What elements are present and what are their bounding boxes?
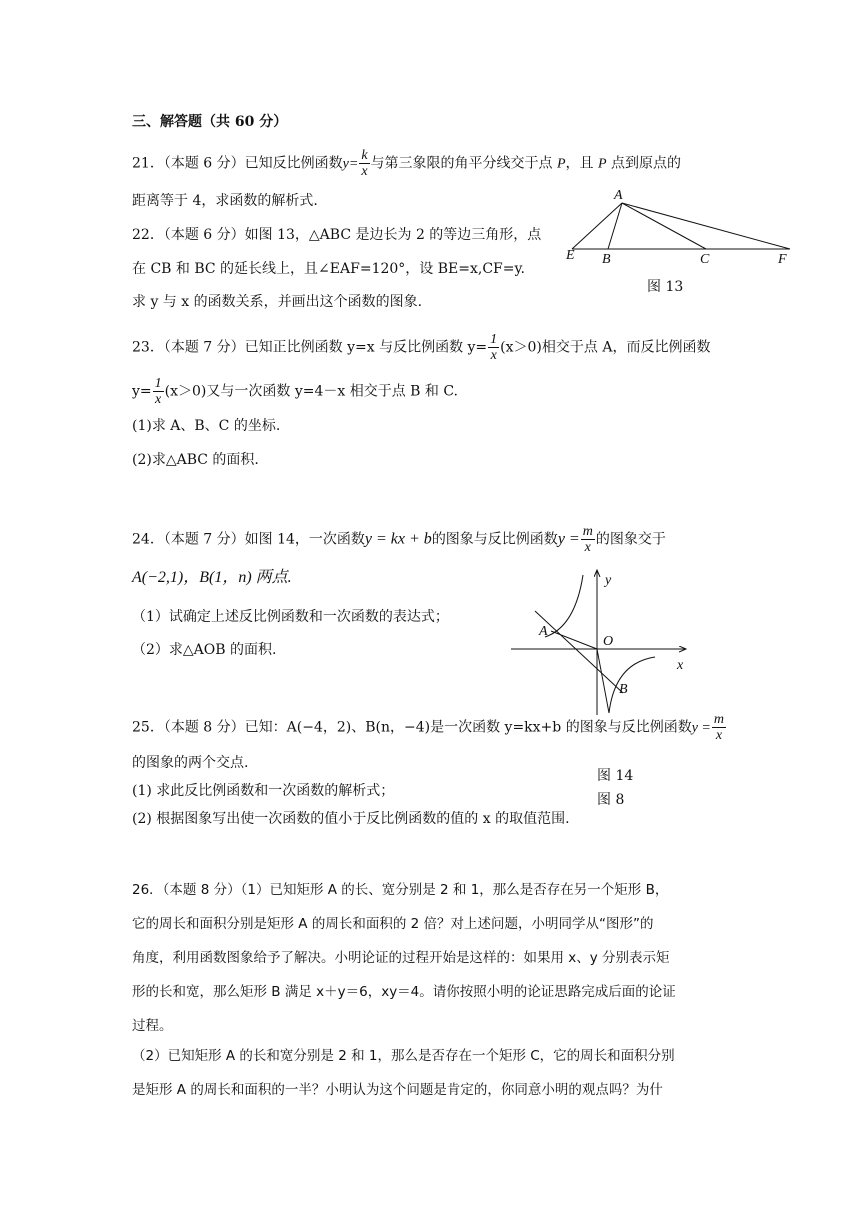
q21-text-b: 与第三象限的角平分线交于点 <box>370 155 553 172</box>
q24-fraction <box>581 524 595 555</box>
q25-line1 <box>132 712 727 743</box>
fig14-point-a: A <box>539 624 548 639</box>
q25-score: （本题 8 分） <box>163 719 245 736</box>
q24-frac-den: x <box>584 540 591 555</box>
q23-frac-num: 1 <box>490 332 498 347</box>
q25-eq: y = <box>691 720 711 736</box>
q25-frac-den: x <box>715 728 723 743</box>
q21-frac-den: x <box>361 164 368 179</box>
q23-number: 23． <box>132 339 164 356</box>
q23-score: （本题 7 分） <box>163 339 245 356</box>
q24-sub2: （2）求△AOB 的面积. <box>132 642 277 658</box>
q24-text-c: 的图象交于 <box>595 531 666 548</box>
fig14-x-label: x <box>677 658 684 673</box>
q23-text-b: (x＞0)相交于点 A，而反比例函数 <box>500 339 711 356</box>
q24-text-a: 如图 14，一次函数 <box>244 531 365 548</box>
q25-line2: 的图象的两个交点. <box>132 755 249 771</box>
q23-frac2-den: x <box>155 392 162 407</box>
q24-line1 <box>132 524 666 555</box>
fig14-point-b: B <box>619 682 628 697</box>
q23-sub1: (1)求 A、B、C 的坐标. <box>132 418 281 434</box>
fig14-label: 图 14 <box>597 768 634 784</box>
q22-text: 如图 13，△ABC 是边长为 2 的等边三角形，点 <box>244 227 542 243</box>
q21-number: 21． <box>132 155 164 172</box>
q24-score: （本题 7 分） <box>163 531 245 548</box>
q26-line6: （2）已知矩形 A 的长和宽分别是 2 和 1，那么是否存在一个矩形 C，它的周长和面积分别 <box>132 1048 675 1064</box>
fig14-origin-label: O <box>603 634 614 649</box>
q26-line2: 它的周长和面积分别是矩形 A 的周长和面积的 2 倍？对上述问题，小明同学从“图形”的 <box>132 916 654 932</box>
fig13-point-f: F <box>778 252 787 267</box>
fig14-y-label: y <box>605 573 612 588</box>
q23-text-a: 已知正比例函数 y=x 与反比例函数 y= <box>244 339 488 356</box>
q24-eq1: y = kx + b <box>364 530 432 548</box>
fig14-line-ob <box>597 649 609 713</box>
q22-number: 22． <box>132 227 164 243</box>
q21-frac-num: k <box>361 148 368 163</box>
q24-text-b: 的图象与反比例函数 <box>431 531 558 548</box>
q22-score: （本题 6 分） <box>163 227 245 243</box>
figure-13 <box>560 185 800 275</box>
fig14-hyperbola-upper <box>545 575 583 637</box>
fig13-point-b: B <box>602 252 611 267</box>
q23-frac-den: x <box>490 348 497 363</box>
q23-line2-a: y= <box>132 383 152 400</box>
section-title: 三、解答题（共 60 分） <box>132 114 288 130</box>
q25-frac-num: m <box>713 712 724 727</box>
q24-number: 24． <box>132 531 164 548</box>
q21-p1: P <box>556 156 566 172</box>
q21-line1 <box>132 148 681 179</box>
q21-p2: P <box>598 156 607 172</box>
q24-sub1: （1）试确定上述反比例函数和一次函数的表达式； <box>132 609 449 625</box>
q26-line5: 过程。 <box>132 1018 173 1034</box>
q22-line3: 求 y 与 x 的函数关系，并画出这个函数的图象. <box>132 294 423 310</box>
fig13-line-af <box>622 203 790 249</box>
q22-line1 <box>132 225 541 245</box>
fig13-point-e: E <box>566 248 575 263</box>
q24-line2: A(−2,1)，B(1，n) 两点. <box>132 569 292 586</box>
q26-line1: 26．（本题 8 分）（1）已知矩形 A 的长、宽分别是 2 和 1，那么是否存在另一个矩形 B， <box>132 882 669 898</box>
q21-line2: 距离等于 4，求函数的解析式. <box>132 193 318 209</box>
q21-text-a: 已知反比例函数 <box>244 155 343 172</box>
fig13-point-a: A <box>614 188 623 203</box>
fig13-line-ac <box>622 203 706 249</box>
q21-text-d: 点到原点的 <box>611 155 682 172</box>
q25-number: 25． <box>132 719 164 736</box>
figure-14 <box>505 565 695 725</box>
q23-frac2-num: 1 <box>154 376 162 391</box>
q21-fraction <box>359 148 369 179</box>
q23-fraction <box>488 332 499 363</box>
q22-line2: 在 CB 和 BC 的延长线上，且∠EAF=120°，设 BE=x,CF=y. <box>132 261 525 277</box>
q23-line2-b: (x＞0)又与一次函数 y=4－x 相交于点 B 和 C. <box>164 383 459 400</box>
fig14-hyperbola-lower <box>609 657 655 713</box>
q24-frac-num: m <box>582 524 593 539</box>
q26-line4: 形的长和宽，那么矩形 B 满足 x＋y＝6，xy＝4。请你按照小明的论证思路完成后面的论证 <box>132 984 676 1000</box>
q21-score: （本题 6 分） <box>163 155 245 172</box>
q23-sub2: (2)求△ABC 的面积. <box>132 452 259 468</box>
q26-line7: 是矩形 A 的周长和面积的一半？小明认为这个问题是肯定的，你同意小明的观点吗？为什 <box>132 1082 663 1098</box>
q24-eq2: y = <box>557 530 580 548</box>
fig13-label: 图 13 <box>647 279 684 295</box>
q23-line2 <box>132 376 458 407</box>
q25-sub1: (1) 求此反比例函数和一次函数的解析式； <box>132 783 395 799</box>
q21-text-c: ，且 <box>565 155 594 172</box>
q21-y-eq: y= <box>342 156 359 172</box>
q23-fraction-2 <box>153 376 164 407</box>
q26-line3: 角度，利用函数图象给予了解决。小明论证的过程开始是这样的：如果用 x、y 分别表示矩 <box>132 950 670 966</box>
q25-fraction <box>712 712 726 743</box>
fig8-label: 图 8 <box>597 792 625 808</box>
fig13-point-c: C <box>700 252 710 267</box>
q23-line1 <box>132 332 710 363</box>
fig14-line-oa <box>551 631 597 649</box>
q25-sub2: (2) 根据图象写出使一次函数的值小于反比例函数的值的 x 的取值范围. <box>132 811 570 827</box>
q25-text-a: 已知：A(−4，2)、B(n，−4)是一次函数 y=kx+b 的图象与反比例函数 <box>244 719 692 736</box>
fig14-line <box>535 611 623 693</box>
